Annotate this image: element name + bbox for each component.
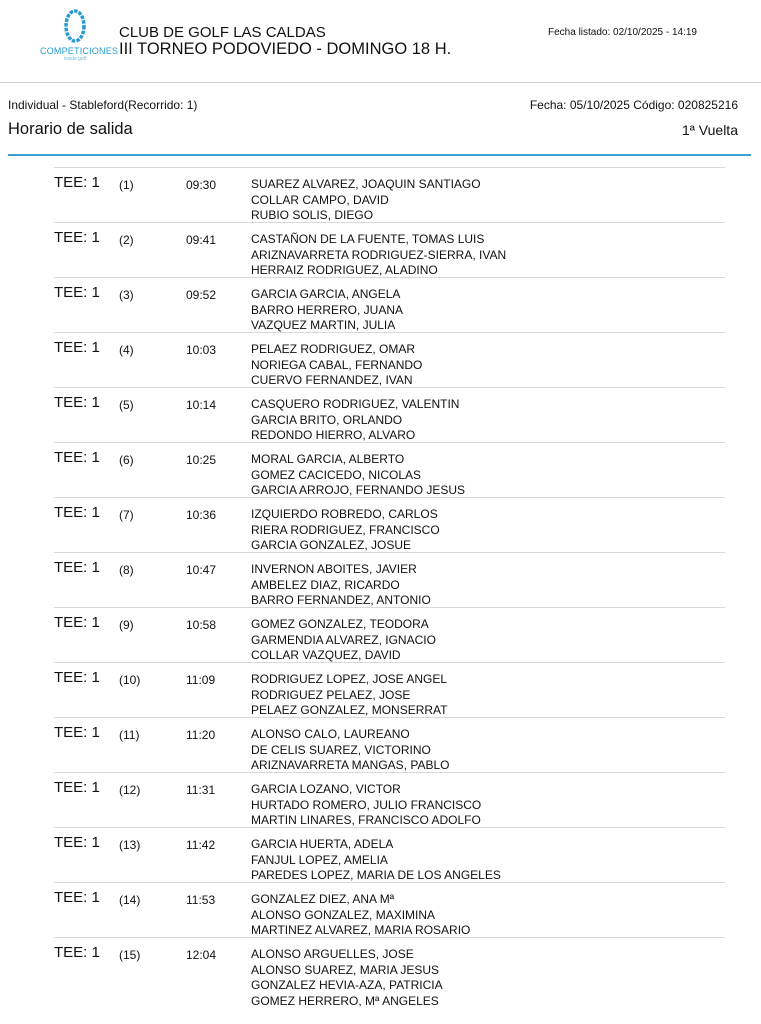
tee-label: TEE: 1	[54, 614, 100, 631]
player-list	[251, 947, 443, 1009]
player-list	[251, 452, 465, 499]
tee-group	[54, 552, 725, 607]
tee-group	[54, 222, 725, 277]
start-time: 11:09	[186, 673, 216, 687]
player-name: RIERA RODRIGUEZ, FRANCISCO	[251, 522, 440, 537]
tee-time-list	[54, 167, 725, 1008]
player-name: GARCIA GONZALEZ, JOSUE	[251, 538, 412, 553]
tee-label: TEE: 1	[54, 834, 100, 851]
logo-text: COMPETICIONES	[40, 46, 119, 56]
tee-label: TEE: 1	[54, 284, 100, 301]
player-name: IZQUIERDO ROBREDO, CARLOS	[251, 507, 438, 521]
player-name: BARRO FERNANDEZ, ANTONIO	[251, 593, 431, 608]
player-list	[251, 232, 506, 279]
start-time: 09:41	[186, 233, 217, 247]
player-name: CASQUERO RODRIGUEZ, VALENTIN	[251, 397, 460, 411]
player-name: GARCIA HUERTA, ADELA	[251, 837, 394, 851]
competition-format: Individual - Stableford(Recorrido: 1)	[8, 98, 198, 112]
player-name: AMBELEZ DIAZ, RICARDO	[251, 577, 400, 592]
player-name: GARCIA BRITO, ORLANDO	[251, 412, 403, 427]
group-number: (6)	[119, 453, 134, 467]
date-and-code: Fecha: 05/10/2025 Código: 020825216	[529, 98, 738, 112]
player-name: RODRIGUEZ PELAEZ, JOSE	[251, 687, 411, 702]
player-name: GARCIA ARROJO, FERNANDO JESUS	[251, 483, 466, 498]
group-number: (9)	[119, 618, 134, 632]
group-number: (12)	[119, 783, 141, 797]
tee-group	[54, 937, 725, 1008]
player-name: NORIEGA CABAL, FERNANDO	[251, 357, 423, 372]
player-name: RODRIGUEZ LOPEZ, JOSE ANGEL	[251, 672, 448, 686]
tee-label: TEE: 1	[54, 449, 100, 466]
tee-label: TEE: 1	[54, 559, 100, 576]
player-list	[251, 177, 481, 224]
tee-group	[54, 387, 725, 442]
start-time: 10:14	[186, 398, 217, 412]
start-time: 10:25	[186, 453, 217, 467]
player-name: MORAL GARCIA, ALBERTO	[251, 452, 405, 466]
start-time: 11:31	[186, 783, 216, 797]
group-number: (15)	[119, 948, 141, 962]
start-time: 09:52	[186, 288, 217, 302]
tee-label: TEE: 1	[54, 889, 100, 906]
start-time: 09:30	[186, 178, 217, 192]
round-label: 1ª Vuelta	[681, 122, 738, 138]
player-name: GONZALEZ HEVIA-AZA, PATRICIA	[251, 978, 443, 993]
player-list	[251, 672, 447, 719]
start-time: 10:36	[186, 508, 217, 522]
tee-label: TEE: 1	[54, 669, 100, 686]
group-number: (4)	[119, 343, 134, 357]
player-name: ARIZNAVARRETA RODRIGUEZ-SIERRA, IVAN	[251, 247, 507, 262]
group-number: (10)	[119, 673, 141, 687]
start-time: 11:53	[186, 893, 216, 907]
tee-group	[54, 662, 725, 717]
player-list	[251, 342, 422, 389]
player-name: GONZALEZ DIEZ, ANA Mª	[251, 892, 395, 906]
player-name: INVERNON ABOITES, JAVIER	[251, 562, 417, 576]
tee-group	[54, 607, 725, 662]
player-name: RUBIO SOLIS, DIEGO	[251, 208, 374, 223]
player-name: GOMEZ CACICEDO, NICOLAS	[251, 467, 422, 482]
player-name: ALONSO CALO, LAUREANO	[251, 727, 410, 741]
player-name: CUERVO FERNANDEZ, IVAN	[251, 373, 413, 388]
group-number: (11)	[119, 728, 140, 742]
player-list	[251, 617, 436, 664]
player-list	[251, 727, 450, 774]
player-name: SUAREZ ALVAREZ, JOAQUIN SANTIAGO	[251, 177, 481, 191]
player-list	[251, 562, 431, 609]
group-number: (2)	[119, 233, 134, 247]
logo-subtext: inside golf	[63, 56, 87, 62]
tee-group	[54, 332, 725, 387]
group-number: (3)	[119, 288, 134, 302]
tee-label: TEE: 1	[54, 229, 100, 246]
player-name: GOMEZ HERRERO, Mª ANGELES	[251, 993, 439, 1008]
tournament-title: III TORNEO PODOVIEDO - DOMINGO 18 H.	[119, 40, 452, 58]
accent-divider	[8, 154, 751, 156]
player-name: PAREDES LOPEZ, MARIA DE LOS ANGELES	[251, 868, 501, 883]
player-name: PELAEZ RODRIGUEZ, OMAR	[251, 342, 416, 356]
player-list	[251, 892, 470, 939]
player-list	[251, 397, 459, 444]
competiciones-logo	[40, 8, 119, 76]
club-name: CLUB DE GOLF LAS CALDAS	[119, 24, 326, 41]
tee-group	[54, 772, 725, 827]
player-name: COLLAR VAZQUEZ, DAVID	[251, 648, 401, 663]
listing-date: Fecha listado: 02/10/2025 - 14:19	[548, 27, 697, 38]
player-name: REDONDO HIERRO, ALVARO	[251, 428, 416, 443]
player-name: ARIZNAVARRETA MANGAS, PABLO	[251, 758, 450, 773]
tee-label: TEE: 1	[54, 174, 100, 191]
player-name: PELAEZ GONZALEZ, MONSERRAT	[251, 703, 448, 718]
group-number: (7)	[119, 508, 134, 522]
tee-group	[54, 167, 725, 222]
player-name: GARCIA LOZANO, VICTOR	[251, 782, 401, 796]
player-name: MARTIN LINARES, FRANCISCO ADOLFO	[251, 813, 481, 828]
tee-label: TEE: 1	[54, 394, 100, 411]
player-list	[251, 837, 501, 884]
golf-ball-logo-icon	[62, 8, 88, 44]
tee-label: TEE: 1	[54, 779, 100, 796]
player-name: HERRAIZ RODRIGUEZ, ALADINO	[251, 263, 438, 278]
start-time: 10:58	[186, 618, 217, 632]
tee-group	[54, 497, 725, 552]
tee-label: TEE: 1	[54, 724, 100, 741]
group-number: (1)	[119, 178, 134, 192]
player-list	[251, 507, 440, 554]
tee-label: TEE: 1	[54, 339, 100, 356]
start-time: 10:47	[186, 563, 217, 577]
player-name: ALONSO SUAREZ, MARIA JESUS	[251, 962, 440, 977]
group-number: (5)	[119, 398, 134, 412]
tee-label: TEE: 1	[54, 504, 100, 521]
start-time: 11:42	[186, 838, 216, 852]
player-name: DE CELIS SUAREZ, VICTORINO	[251, 742, 431, 757]
player-name: GARMENDIA ALVAREZ, IGNACIO	[251, 632, 436, 647]
start-time: 11:20	[186, 728, 216, 742]
player-name: ALONSO GONZALEZ, MAXIMINA	[251, 907, 436, 922]
tee-group	[54, 717, 725, 772]
group-number: (8)	[119, 563, 134, 577]
section-title: Horario de salida	[8, 120, 133, 138]
player-list	[251, 287, 403, 334]
tee-group	[54, 277, 725, 332]
player-name: VAZQUEZ MARTIN, JULIA	[251, 318, 396, 333]
player-name: GARCIA GARCIA, ANGELA	[251, 287, 401, 301]
start-time: 12:04	[186, 948, 217, 962]
player-name: COLLAR CAMPO, DAVID	[251, 192, 389, 207]
group-number: (13)	[119, 838, 141, 852]
player-name: MARTINEZ ALVAREZ, MARIA ROSARIO	[251, 923, 471, 938]
player-name: HURTADO ROMERO, JULIO FRANCISCO	[251, 797, 482, 812]
player-name: FANJUL LOPEZ, AMELIA	[251, 852, 388, 867]
player-name: CASTAÑON DE LA FUENTE, TOMAS LUIS	[251, 232, 485, 246]
tee-group	[54, 442, 725, 497]
player-list	[251, 782, 481, 829]
start-time: 10:03	[186, 343, 217, 357]
header-divider	[0, 82, 761, 83]
player-name: GOMEZ GONZALEZ, TEODORA	[251, 617, 429, 631]
tee-group	[54, 882, 725, 937]
tee-label: TEE: 1	[54, 944, 100, 961]
group-number: (14)	[119, 893, 141, 907]
tee-group	[54, 827, 725, 882]
player-name: BARRO HERRERO, JUANA	[251, 302, 404, 317]
player-name: ALONSO ARGUELLES, JOSE	[251, 947, 414, 961]
